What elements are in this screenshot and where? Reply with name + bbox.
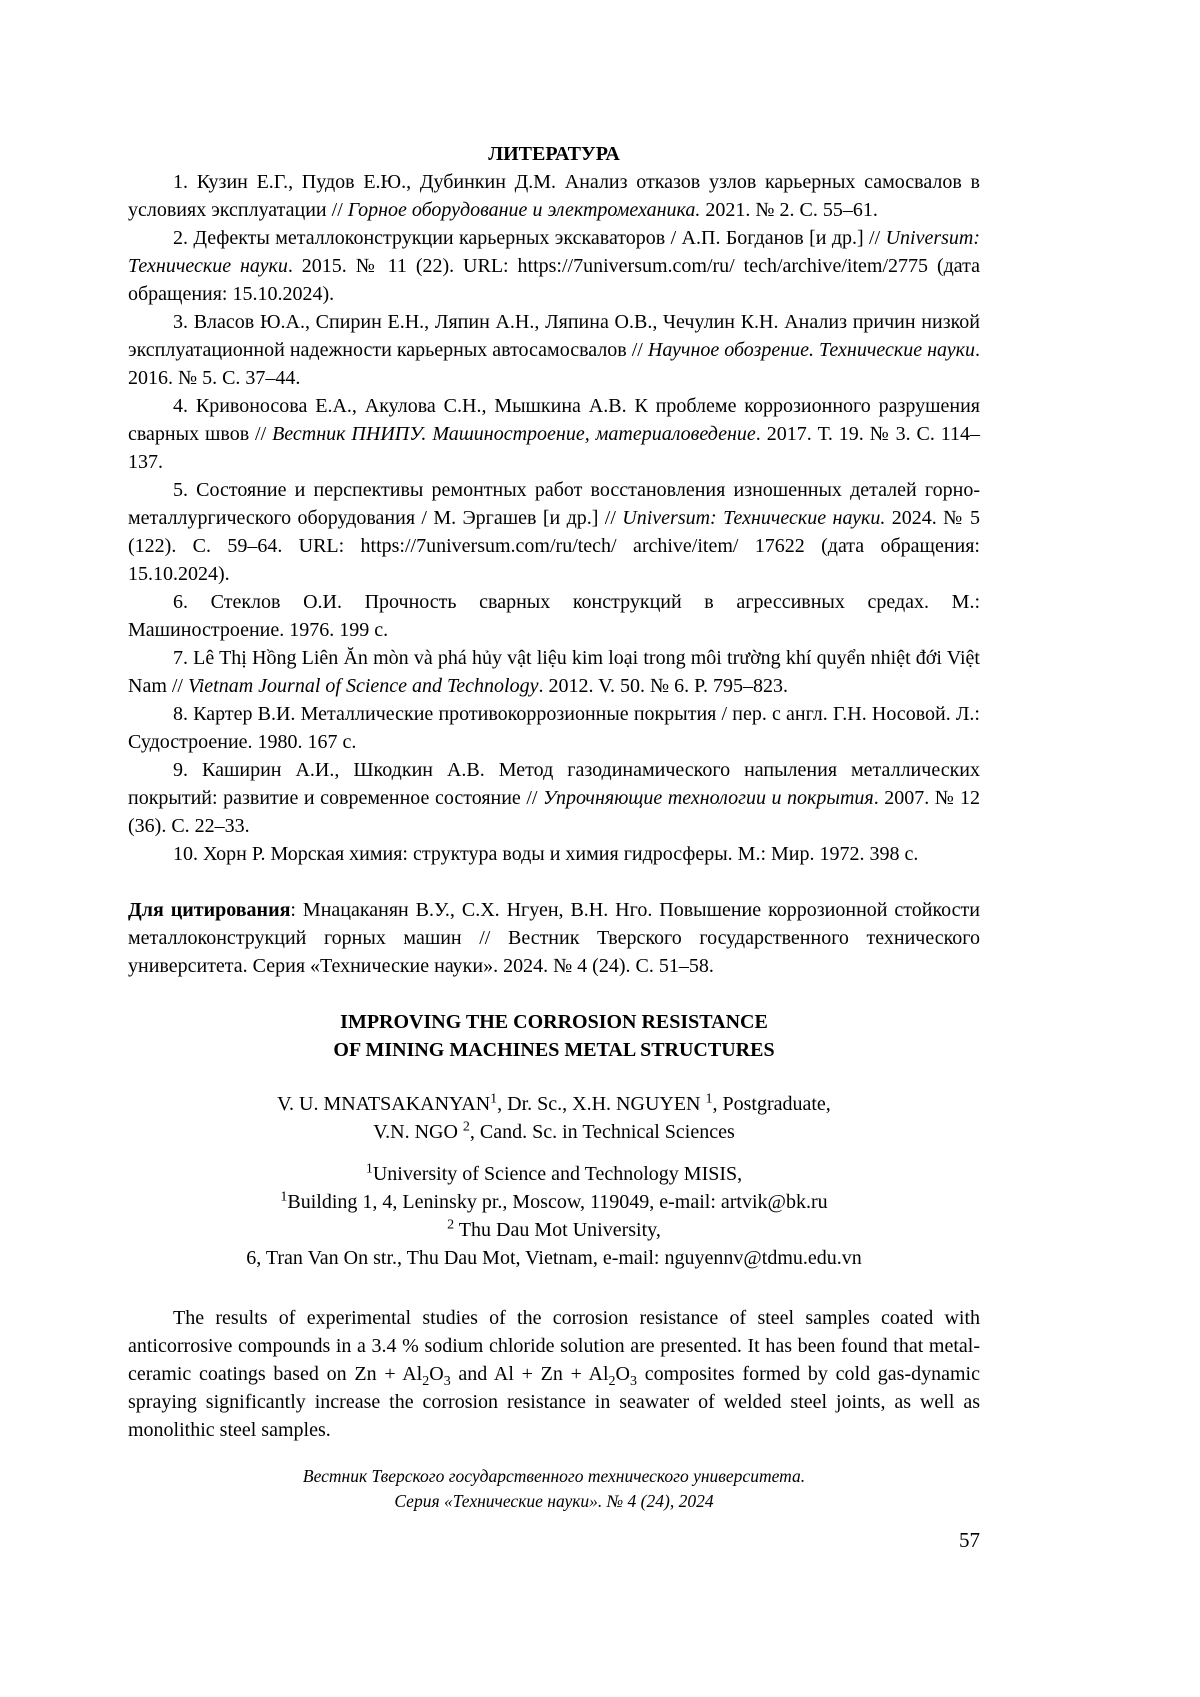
- article-title-line-2: OF MINING MACHINES METAL STRUCTURES: [333, 1039, 775, 1061]
- journal-footer-line-1: Вестник Тверского государственного технического университета.: [302, 1466, 806, 1486]
- reference-item-8: 8. Картер В.И. Металлические противокоррозионные покрытия / пер. с англ. Г.Н. Носовой. Л.: Судостроение. 1980. 167 с.: [128, 703, 980, 753]
- journal-footer: [128, 1464, 980, 1514]
- affiliations-block: [128, 1160, 980, 1272]
- affiliation-line-4: 6, Tran Van On str., Thu Dau Mot, Vietnam, e-mail: nguyennv@tdmu.edu.vn: [246, 1247, 862, 1269]
- reference-item-1: 1. Кузин Е.Г., Пудов Е.Ю., Дубинкин Д.М. Анализ отказов узлов карьерных самосвалов в условиях эксплуатации // Горное оборудование и электромеханика. 2021. № 2. С. 55–61.: [128, 171, 980, 221]
- authors-block: [128, 1090, 980, 1146]
- reference-item-7: 7. Lê Thị Hồng Liên Ăn mòn và phá hủy vật liệu kim loại trong môi trường khí quyển nhiệt đới Việt Nam // Vietnam Journal of Science and Technology. 2012. V. 50. № 6. P. 795–823.: [128, 647, 980, 697]
- reference-item-9: 9. Каширин А.И., Шкодкин А.В. Метод газодинамического напыления металлических покрытий: развитие и современное состояние // Упрочняющие технологии и покрытия. 2007. № 12 (36). С. 22–33.: [128, 759, 981, 837]
- reference-item-4: 4. Кривоносова Е.А., Акулова С.Н., Мышкина А.В. К проблеме коррозионного разрушения сварных швов // Вестник ПНИПУ. Машиностроение, материаловедение. 2017. Т. 19. № 3. С. 114–137.: [128, 395, 980, 473]
- reference-item-3: 3. Власов Ю.А., Спирин Е.Н., Ляпин А.Н., Ляпина О.В., Чечулин К.Н. Анализ причин низкой эксплуатационной надежности карьерных автосамосвалов // Научное обозрение. Технические науки. 2016. № 5. С. 37–44.: [128, 311, 981, 389]
- page-content: [128, 140, 980, 1554]
- journal-footer-line-2: Серия «Технические науки». № 4 (24), 2024: [394, 1491, 714, 1511]
- reference-item-6: 6. Стеклов О.И. Прочность сварных конструкций в агрессивных средах. М.: Машиностроение. 1976. 199 с.: [128, 591, 980, 641]
- reference-item-2: 2. Дефекты металлоконструкции карьерных экскаваторов / А.П. Богданов [и др.] // Universum: Технические науки. 2015. № 11 (22). URL: https://7universum.com/ru/ tech/archive/item/2775 (дата обращения: 15.10.2024).: [128, 227, 981, 305]
- abstract-paragraph: The results of experimental studies of the corrosion resistance of steel samples coated with anticorrosive compounds in a 3.4 % sodium chloride solution are presented. It has been found that metal-ceramic coatings based on $Zn + Al_2O_3$ and $Al + Zn + Al_2O_3$ composites formed by cold gas-dynamic spraying significantly increase the corrosion resistance in seawater of welded steel joints, as well as monolithic steel samples.: [128, 1307, 980, 1441]
- affiliation-line-1: $^1$University of Science and Technology MISIS,: [365, 1161, 743, 1185]
- literature-heading: ЛИТЕРАТУРА: [488, 143, 620, 165]
- reference-item-10: 10. Хорн Р. Морская химия: структура воды и химия гидросферы. М.: Мир. 1972. 398 с.: [173, 843, 919, 865]
- reference-item-5: 5. Состояние и перспективы ремонтных работ восстановления изношенных деталей горно-металлургического оборудования / М. Эргашев [и др.] // Universum: Технические науки. 2024. № 5 (122). С. 59–64. URL: https://7universum.com/ru/tech/ archive/item/ 17622 (дата обращения: 15.10.2024).: [128, 479, 980, 585]
- article-title-line-1: IMPROVING THE CORROSION RESISTANCE: [340, 1011, 768, 1033]
- affiliation-line-3: $^2$ Thu Dau Mot University,: [447, 1217, 661, 1241]
- authors-line-2: V.N. NGO $^2$, Cand. Sc. in Technical Sciences: [373, 1119, 735, 1143]
- page-number: 57: [959, 1528, 980, 1552]
- citation-paragraph: Для цитирования: Мнацаканян В.У., С.Х. Нгуен, В.Н. Нго. Повышение коррозионной стойкости металлоконструкций горных машин // Вестник Тверского государственного технического университета. Серия «Технические науки». 2024. № 4 (24). С. 51–58.: [128, 899, 980, 977]
- article-title: [128, 1008, 980, 1064]
- authors-line-1: V. U. MNATSAKANYAN$^1$, Dr. Sc., X.H. NGUYEN $^1$, Postgraduate,: [277, 1091, 831, 1115]
- affiliation-line-2: $^1$Building 1, 4, Leninsky pr., Moscow, 119049, e-mail: artvik@bk.ru: [280, 1189, 828, 1213]
